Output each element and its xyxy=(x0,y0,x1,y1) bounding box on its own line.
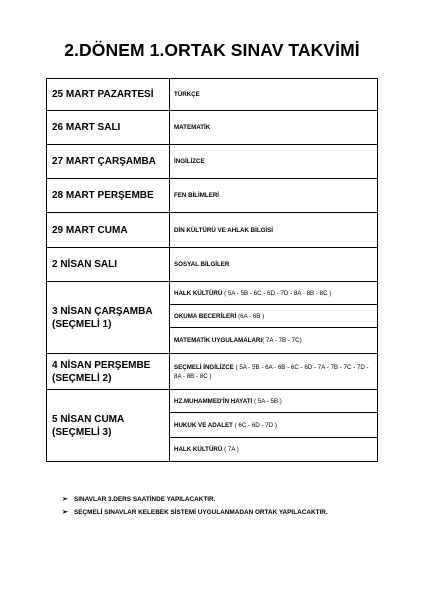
arrow-bullet-icon: ➢ xyxy=(62,496,68,503)
subject-name: MATEMATİK UYGULAMALARI xyxy=(174,337,263,344)
exam-subject: MATEMATİK xyxy=(170,111,378,145)
exam-subject xyxy=(170,305,378,328)
subject-name: OKUMA BECERİLERİ xyxy=(174,312,237,320)
arrow-bullet-icon: ➢ xyxy=(62,509,68,516)
table-row xyxy=(47,179,378,213)
table-row xyxy=(47,79,378,111)
subject-name: HALK KÜLTÜRÜ xyxy=(174,289,223,297)
exam-date: 2 NİSAN SALI xyxy=(47,248,170,282)
exam-subject: DİN KÜLTÜRÜ VE AHLAK BİLGİSİ xyxy=(170,213,378,248)
table-row xyxy=(47,111,378,145)
table-row xyxy=(47,354,378,390)
exam-date: 25 MART PAZARTESİ xyxy=(47,79,170,111)
exam-date: 4 NİSAN PERŞEMBE (SEÇMELİ 2) xyxy=(47,354,170,390)
note-item xyxy=(62,506,328,519)
table-row xyxy=(47,248,378,282)
subject-name: HUKUK VE ADALET xyxy=(174,421,233,429)
subject-name: HALK KÜLTÜRÜ xyxy=(174,446,223,453)
exam-subject xyxy=(170,413,378,438)
table-row xyxy=(47,213,378,248)
table-row xyxy=(47,390,378,413)
exam-date: 26 MART SALI xyxy=(47,111,170,145)
note-text: SEÇMELİ SINAVLAR KELEBEK SİSTEMİ UYGULANMADAN ORTAK YAPILACAKTIR. xyxy=(74,509,328,516)
note-text: SINAVLAR 3.DERS SAATİNDE YAPILACAKTIR. xyxy=(74,496,216,503)
exam-date: 3 NİSAN ÇARŞAMBA (SEÇMELİ 1) xyxy=(47,282,170,354)
exam-date: 5 NİSAN CUMA (SEÇMELİ 3) xyxy=(47,390,170,462)
subject-name: SEÇMELİ İNGİLİZCE xyxy=(174,363,234,371)
exam-subject xyxy=(170,354,378,390)
exam-subject: SOSYAL BİLGİLER xyxy=(170,248,378,282)
exam-subject xyxy=(170,390,378,413)
exam-subject: İNGİLİZCE xyxy=(170,145,378,179)
class-codes: ( 6C - 6D - 7D ) xyxy=(232,421,277,429)
class-codes: ( 7A - 7B - 7C) xyxy=(262,337,302,344)
exam-subject xyxy=(170,438,378,462)
subject-name: HZ.MUHAMMED'İN HAYATI xyxy=(174,397,253,405)
exam-subject: TÜRKÇE xyxy=(170,79,378,111)
class-codes: ( 7A ) xyxy=(222,446,239,453)
exam-subject: FEN BİLİMLERİ xyxy=(170,179,378,213)
note-item xyxy=(62,493,328,506)
exam-date: 27 MART ÇARŞAMBA xyxy=(47,145,170,179)
class-codes: ( 5A - 5B - 6A - 6B - 6C - 6D - 7A - 7B - 7C - 7D - 8A - 8B - 8C ) xyxy=(174,363,369,380)
exam-schedule-table xyxy=(46,78,378,462)
exam-date: 29 MART CUMA xyxy=(47,213,170,248)
class-codes: ( 5A - 5B ) xyxy=(252,397,282,405)
page-title: 2.DÖNEM 1.ORTAK SINAV TAKVİMİ xyxy=(64,40,360,60)
table-row xyxy=(47,282,378,305)
table-row xyxy=(47,145,378,179)
exam-date: 28 MART PERŞEMBE xyxy=(47,179,170,213)
notes-list xyxy=(62,493,328,519)
exam-subject xyxy=(170,328,378,354)
class-codes: ( 5A - 5B - 6C - 6D - 7D - 8A - 8B - 8C ) xyxy=(222,289,332,297)
class-codes: (6A - 6B ) xyxy=(236,312,265,320)
exam-subject xyxy=(170,282,378,305)
